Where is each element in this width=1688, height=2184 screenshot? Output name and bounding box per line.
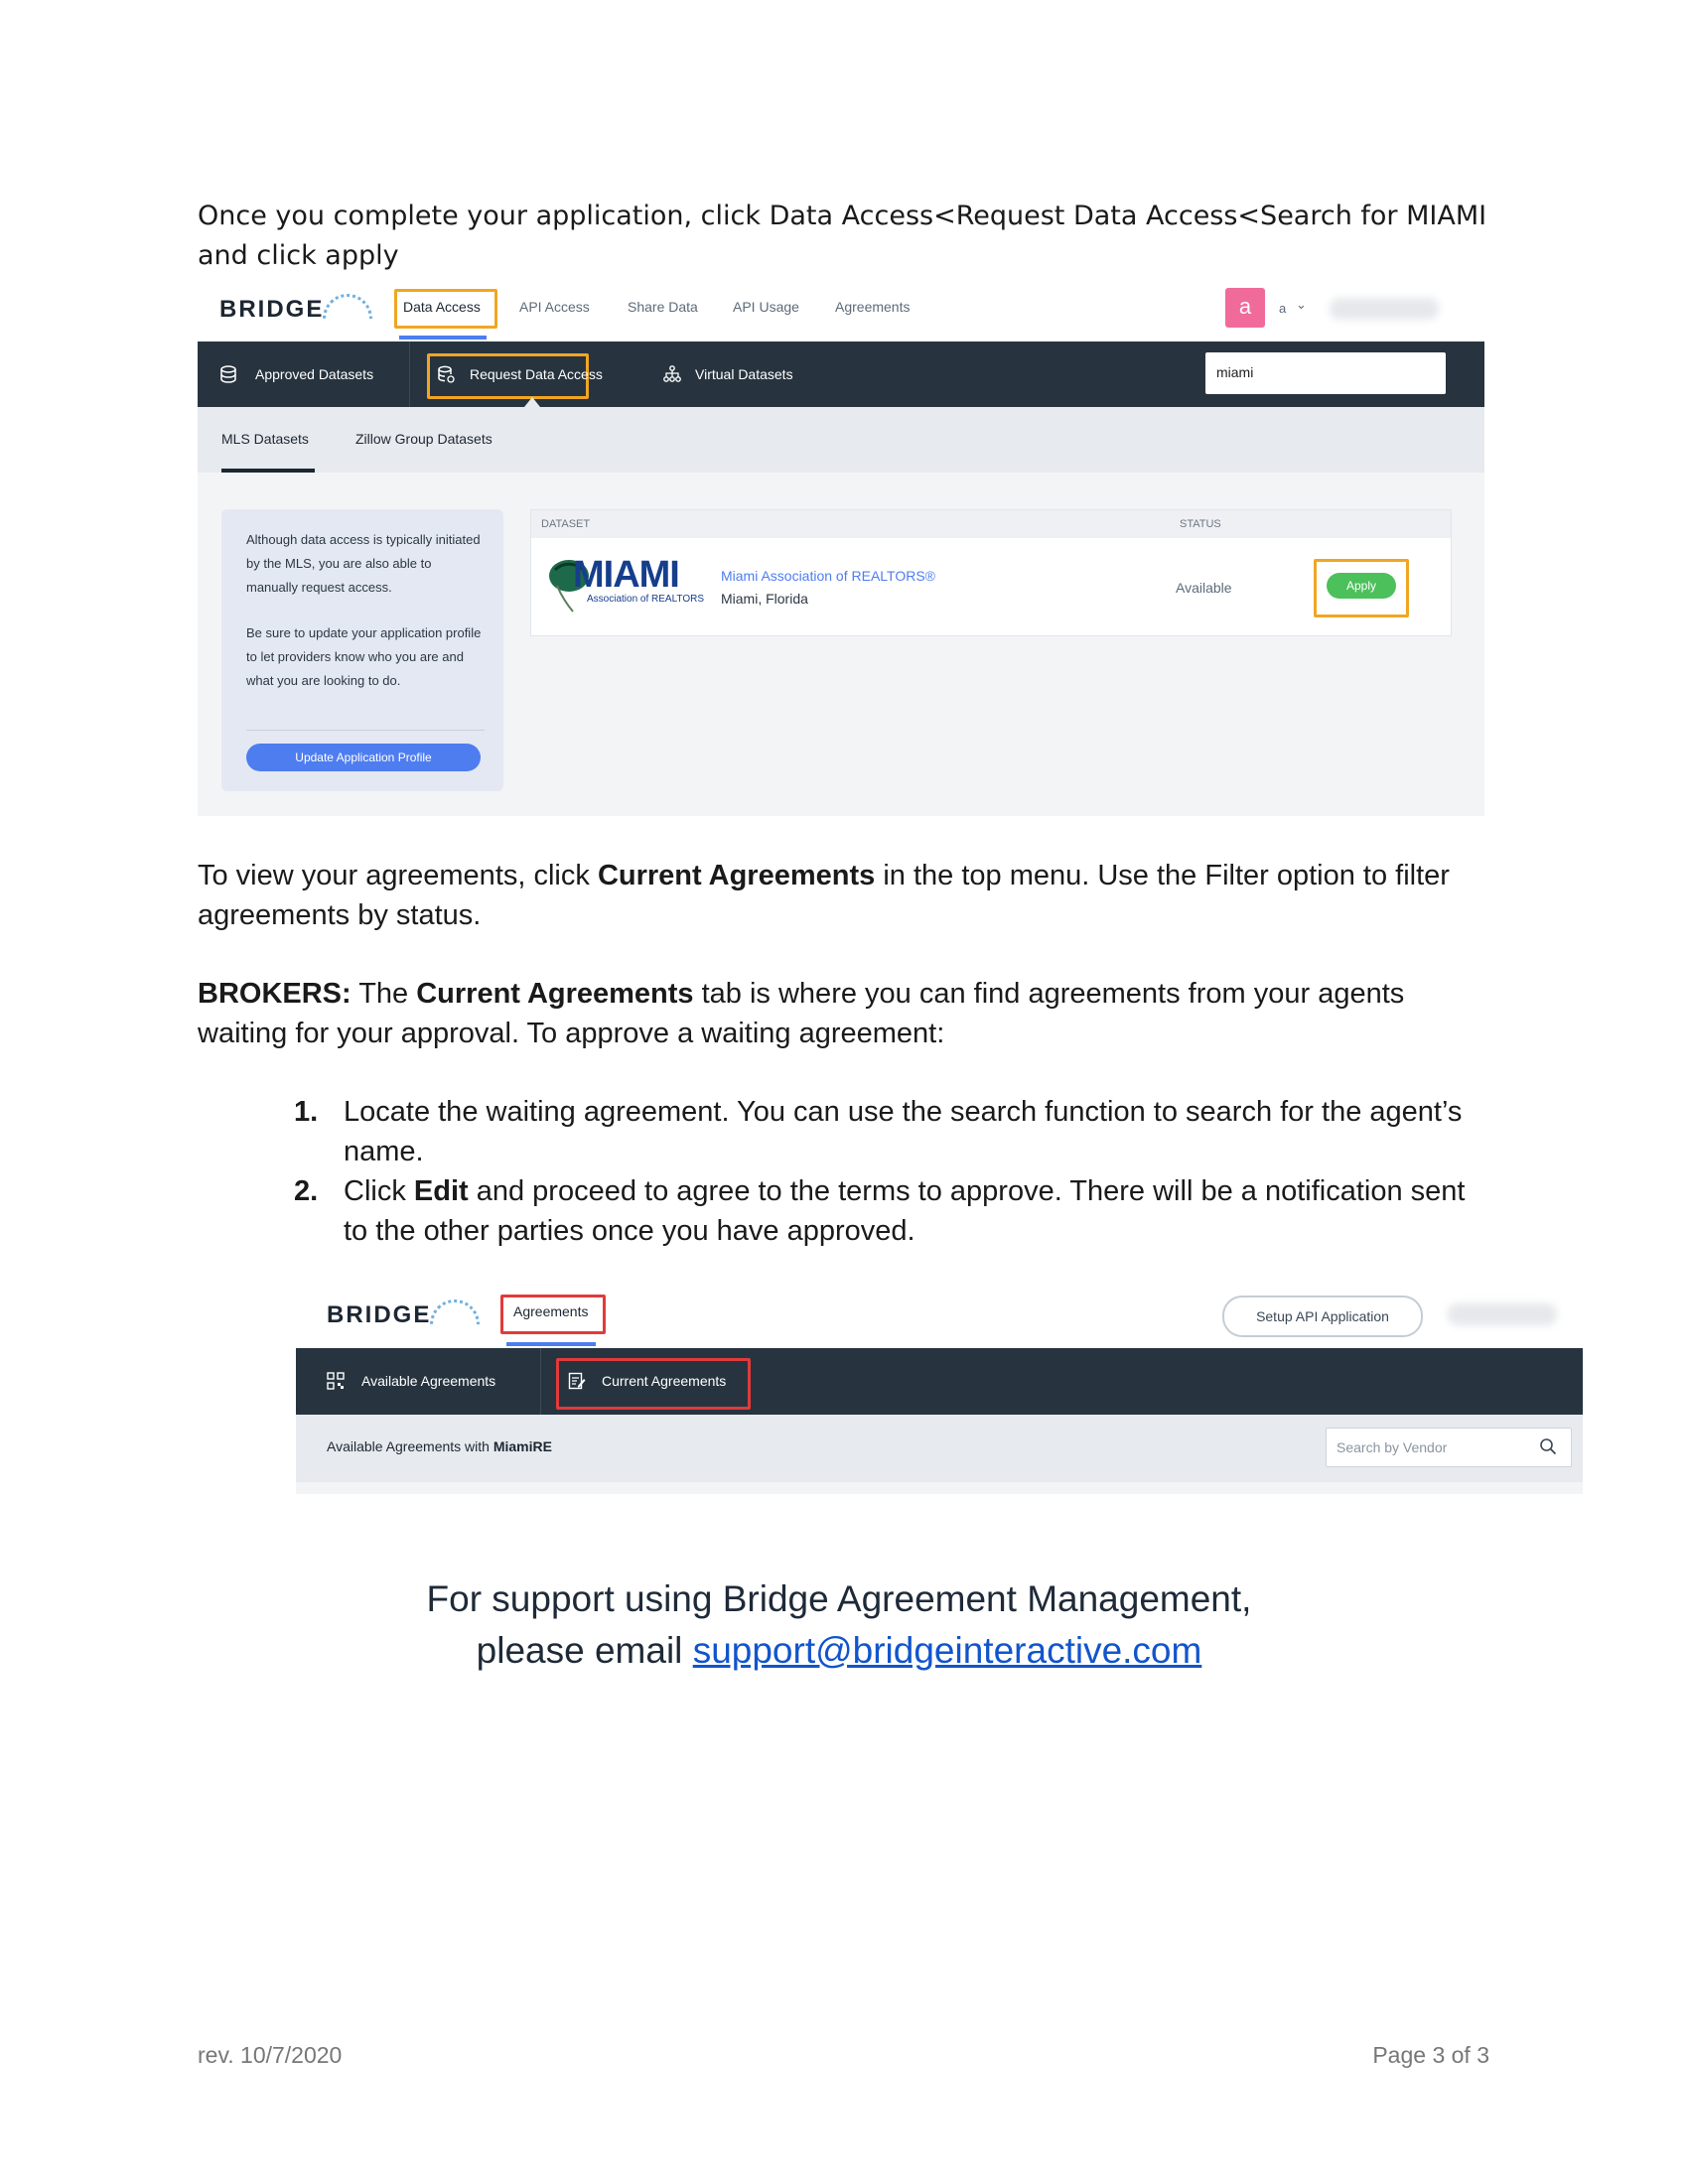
tab-available-agreements[interactable]: Available Agreements <box>361 1373 496 1389</box>
tab-divider-2 <box>540 1348 541 1415</box>
tab-divider <box>409 341 410 407</box>
subtitle-vendor: MiamiRE <box>492 1438 552 1454</box>
database-add-icon <box>437 365 455 383</box>
vendor-search-input[interactable] <box>1326 1428 1572 1467</box>
screenshot-request-data-access <box>198 280 1484 816</box>
dataset-table <box>530 509 1452 636</box>
chevron-down-icon[interactable]: ⌄ <box>1296 297 1307 312</box>
table-row[interactable] <box>531 538 1451 635</box>
step-2-text-post: and proceed to agree to the terms to approve. There will be a notification sent to the other parties once you have approved. <box>344 1175 1466 1247</box>
brokers-paragraph <box>198 974 1488 1053</box>
miami-logo-text: MIAMI <box>573 554 679 596</box>
info-text-2: Be sure to update your application profile to let providers know who you are and what you are looking to do. <box>246 625 482 688</box>
dataset-status: Available <box>1176 580 1232 596</box>
nav-agreements-2[interactable]: Agreements <box>513 1303 589 1319</box>
dataset-location: Miami, Florida <box>721 591 808 607</box>
subtab-zillow-datasets[interactable]: Zillow Group Datasets <box>355 431 492 447</box>
support-email-link[interactable]: support@bridgeinteractive.com <box>692 1630 1202 1671</box>
active-nav-underline <box>399 336 487 340</box>
support-line-1: For support using Bridge Agreement Management, <box>426 1578 1252 1619</box>
tab-approved-datasets[interactable]: Approved Datasets <box>255 366 374 382</box>
update-profile-button[interactable]: Update Application Profile <box>246 744 481 771</box>
brokers-text-bold: Current Agreements <box>416 978 694 1010</box>
agreements-subtitle <box>327 1438 552 1454</box>
active-nav-underline-2 <box>506 1342 596 1346</box>
info-divider <box>246 730 485 731</box>
view-agreements-paragraph <box>198 856 1488 935</box>
step-2-text-bold: Edit <box>413 1175 469 1207</box>
view-text-pre: To view your agreements, click <box>198 860 598 891</box>
user-menu-label[interactable]: a <box>1279 301 1287 316</box>
step-2-text <box>344 1171 1466 1251</box>
search-icon[interactable] <box>1539 1437 1557 1455</box>
blurred-username <box>1330 298 1439 320</box>
info-card <box>221 509 503 791</box>
dataset-content <box>198 473 1484 816</box>
step-2-text-pre: Click <box>344 1175 414 1207</box>
table-header <box>531 510 1451 538</box>
edit-document-icon <box>568 1372 586 1390</box>
dataset-search-input[interactable] <box>1205 352 1446 394</box>
view-text-bold: Current Agreements <box>597 860 876 891</box>
agreements-tabs-bar <box>296 1348 1583 1415</box>
header-status: STATUS <box>1180 518 1221 530</box>
nav-api-access[interactable]: API Access <box>519 299 590 315</box>
miami-logo-subtext: Association of REALTORS <box>587 594 705 605</box>
step-1-number: 1. <box>294 1096 319 1128</box>
revision-date: rev. 10/7/2020 <box>198 2042 343 2068</box>
dataset-name-link[interactable]: Miami Association of REALTORS® <box>721 568 935 584</box>
dataset-tabs-bar <box>198 341 1484 407</box>
nav-share-data[interactable]: Share Data <box>628 299 698 315</box>
brokers-text-post: tab is where you can find agreements from your agents waiting for your approval. To approve a waiting agreement: <box>198 978 1405 1049</box>
subtab-mls-datasets[interactable]: MLS Datasets <box>221 431 309 447</box>
nav-api-usage[interactable]: API Usage <box>733 299 799 315</box>
active-tab-pointer <box>524 397 540 407</box>
agreements-subbar <box>296 1415 1583 1482</box>
page-number: Page 3 of 3 <box>1372 2042 1489 2068</box>
tab-virtual-datasets[interactable]: Virtual Datasets <box>695 366 793 382</box>
database-icon <box>219 365 237 383</box>
brokers-text-pre: The <box>351 978 417 1010</box>
qr-code-icon <box>327 1372 345 1390</box>
screenshot-agreements <box>296 1282 1583 1500</box>
support-line-2-pre: please email <box>476 1630 693 1671</box>
setup-api-button[interactable]: Setup API Application <box>1222 1296 1423 1337</box>
step-1-text: Locate the waiting agreement. You can use the search function to search for the agent’s name. <box>344 1096 1463 1167</box>
bridge-logo: BRIDGE <box>219 296 325 323</box>
search-input-value: miami <box>1216 364 1254 380</box>
view-text-post: in the top menu. Use the Filter option to filter agreements by status. <box>198 860 1450 931</box>
agreements-content <box>296 1482 1583 1494</box>
support-line-2 <box>298 1625 1380 1677</box>
dataset-subtabs <box>198 407 1484 473</box>
nav-agreements[interactable]: Agreements <box>835 299 911 315</box>
top-nav <box>198 280 1484 341</box>
bridge-logo-2: BRIDGE <box>327 1301 432 1328</box>
apply-button[interactable]: Apply <box>1327 573 1396 599</box>
tab-request-data-access[interactable]: Request Data Access <box>470 366 603 382</box>
nav-data-access[interactable]: Data Access <box>403 299 481 315</box>
user-avatar[interactable]: a <box>1225 288 1265 328</box>
network-icon <box>662 365 682 383</box>
support-block <box>298 1573 1380 1677</box>
brokers-label: BROKERS: <box>198 978 352 1010</box>
intro-text: Once you complete your application, click Data Access<Request Data Access<Search for MIAMI and click apply <box>198 201 1487 271</box>
subtitle-pre: Available Agreements with <box>327 1438 493 1454</box>
step-2-number: 2. <box>294 1175 319 1207</box>
blurred-username-2 <box>1448 1303 1557 1325</box>
tab-current-agreements[interactable]: Current Agreements <box>602 1373 727 1389</box>
header-dataset: DATASET <box>541 518 591 530</box>
vendor-search-placeholder: Search by Vendor <box>1336 1439 1448 1455</box>
info-text-1: Although data access is typically initiated by the MLS, you are also able to manually request access. <box>246 532 481 595</box>
